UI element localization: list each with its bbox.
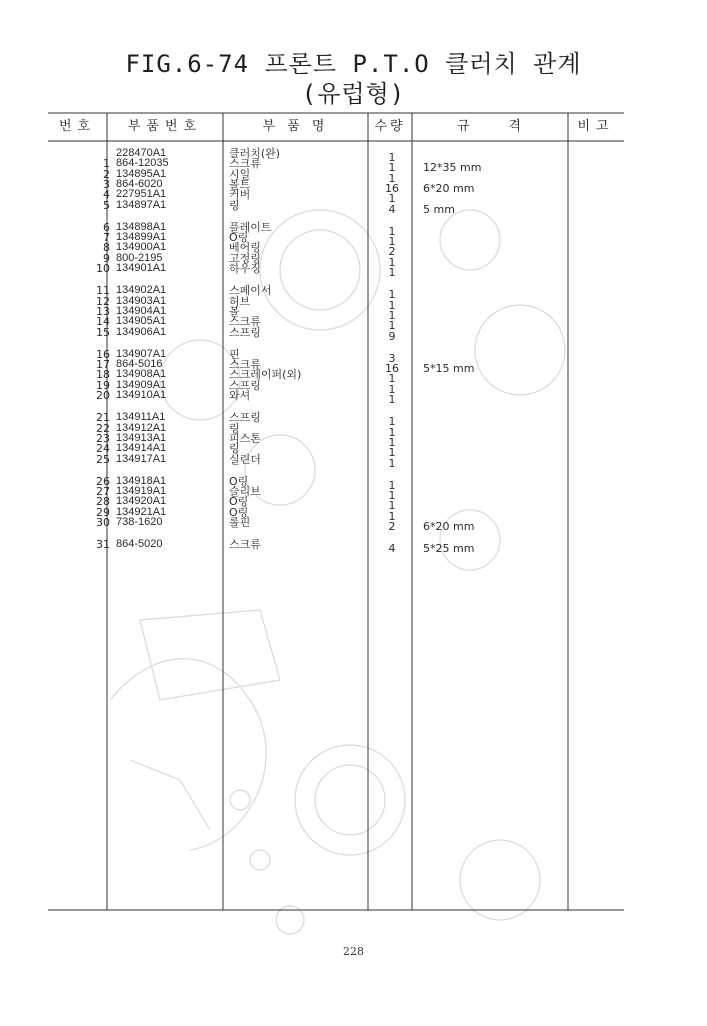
header-part-name: 부 품 명 — [262, 119, 329, 134]
part-number: 134903A1 — [116, 294, 167, 307]
row-number: 21 — [96, 411, 110, 425]
row-number: 31 — [96, 538, 110, 552]
row-number: 18 — [96, 368, 110, 382]
part-number: 800-2195 — [116, 251, 163, 264]
part-name: 볼트 — [229, 177, 251, 191]
part-number: 134907A1 — [116, 347, 167, 360]
specification: 5*15 mm — [423, 362, 475, 376]
row-number: 22 — [96, 421, 110, 435]
part-name: 스크류 — [229, 538, 261, 552]
quantity: 1 — [388, 192, 396, 206]
part-number: 134918A1 — [116, 474, 167, 487]
part-name: 플레이트 — [229, 220, 272, 234]
specification: 6*20 mm — [423, 520, 475, 533]
part-number: 134904A1 — [116, 304, 167, 317]
part-name: 스크류 — [229, 157, 261, 171]
part-number: 738-1620 — [116, 516, 163, 528]
row-number: 23 — [96, 431, 110, 445]
quantity: 1 — [388, 393, 396, 406]
row-number: 8 — [103, 241, 110, 255]
part-name: 스프링 — [229, 411, 261, 425]
quantity: 1 — [388, 319, 396, 333]
quantity: 1 — [388, 425, 396, 439]
quantity: 1 — [388, 308, 396, 322]
quantity: 2 — [388, 520, 396, 533]
part-name: 허브 — [229, 294, 251, 308]
quantity: 1 — [388, 224, 396, 238]
row-number: 26 — [96, 474, 110, 488]
row-number: 14 — [96, 315, 110, 329]
quantity: 1 — [388, 255, 396, 269]
part-number: 134900A1 — [116, 241, 167, 254]
row-number: 1 — [103, 157, 110, 171]
part-name: 스프링 — [229, 378, 261, 392]
part-name: 시일 — [229, 167, 251, 181]
specification: 5 mm — [423, 202, 455, 216]
row-number: 19 — [96, 378, 110, 392]
part-number: 134914A1 — [116, 442, 167, 455]
quantity: 16 — [385, 362, 399, 376]
part-number: 134921A1 — [116, 505, 167, 518]
part-number: 134901A1 — [116, 262, 167, 274]
page-title: FIG.6-74 프론트 P.T.O 클러치 관계 — [125, 50, 582, 78]
quantity: 9 — [388, 329, 396, 343]
row-number: 28 — [96, 495, 110, 509]
row-number: 17 — [96, 358, 110, 372]
row-number: 6 — [103, 220, 110, 234]
specification: 12*35 mm — [423, 161, 482, 175]
part-number: 228470A1 — [116, 147, 167, 159]
part-name: 링 — [229, 421, 240, 435]
quantity: 3 — [388, 351, 396, 365]
part-name: 실린더 — [229, 452, 261, 466]
row-number: 3 — [103, 177, 110, 191]
row-number: 4 — [103, 188, 110, 202]
quantity: 1 — [388, 509, 396, 523]
quantity: 1 — [388, 489, 396, 503]
part-number: 134908A1 — [116, 368, 167, 381]
quantity: 1 — [388, 499, 396, 513]
quantity: 1 — [388, 456, 396, 470]
part-name: 스페이서 — [229, 284, 272, 298]
part-name: 하우징 — [229, 262, 261, 275]
page-subtitle: (유럽형) — [301, 80, 406, 108]
part-name: 슬리브 — [229, 485, 261, 499]
part-name: 고정링 — [229, 251, 261, 265]
part-number: 134912A1 — [116, 421, 167, 434]
part-name: 스크류 — [229, 315, 261, 329]
row-number: 29 — [96, 505, 110, 519]
quantity: 2 — [388, 245, 396, 259]
specification: 5*25 mm — [423, 542, 475, 556]
quantity: 1 — [388, 372, 396, 386]
part-name: 베어링 — [229, 241, 261, 255]
part-number: 134905A1 — [116, 315, 167, 328]
part-name: 링 — [229, 198, 240, 212]
part-name: O링 — [229, 495, 249, 509]
part-name: 스프링 — [229, 325, 261, 339]
row-number: 16 — [96, 347, 110, 361]
part-name: 와셔 — [229, 389, 251, 402]
quantity: 4 — [388, 202, 396, 216]
part-number: 134919A1 — [116, 485, 167, 498]
row-number: 13 — [96, 304, 110, 318]
header-no: 번호 — [58, 119, 97, 134]
header-part-no: 부품번호 — [127, 119, 203, 134]
part-number: 134899A1 — [116, 231, 167, 244]
part-number: 134909A1 — [116, 378, 167, 391]
quantity: 1 — [388, 266, 396, 279]
row-number: 25 — [96, 452, 110, 466]
part-number: 134913A1 — [116, 431, 167, 444]
part-number: 134906A1 — [116, 325, 167, 338]
header-qty: 수량 — [374, 119, 406, 134]
quantity: 1 — [388, 171, 396, 185]
part-number: 134895A1 — [116, 167, 167, 180]
row-number: 10 — [96, 262, 110, 275]
part-name: 스크레이퍼(외) — [229, 368, 302, 382]
part-name: 핀 — [229, 347, 240, 361]
part-name: 커버 — [229, 188, 251, 202]
row-number: 20 — [96, 389, 110, 402]
quantity: 1 — [388, 151, 396, 164]
header-spec: 규 격 — [457, 119, 523, 134]
specification: 6*20 mm — [423, 181, 475, 195]
quantity: 4 — [388, 542, 396, 556]
quantity: 1 — [388, 298, 396, 312]
row-number: 11 — [96, 284, 110, 298]
quantity: 1 — [388, 161, 396, 175]
part-name: 클러치(완) — [229, 147, 281, 160]
part-name: 링 — [229, 442, 240, 456]
quantity: 1 — [388, 288, 396, 302]
row-number: 12 — [96, 294, 110, 308]
part-number: 134898A1 — [116, 220, 167, 233]
part-number: 864-5020 — [116, 538, 163, 551]
quantity: 1 — [388, 415, 396, 429]
page-number: 228 — [343, 945, 364, 958]
part-number: 227951A1 — [116, 188, 167, 201]
part-name: O링 — [229, 474, 249, 488]
header-remark: 비고 — [577, 119, 615, 134]
row-number: 30 — [96, 516, 110, 529]
part-number: 134920A1 — [116, 495, 167, 508]
row-number: 15 — [96, 325, 110, 339]
part-number: 134897A1 — [116, 198, 167, 211]
row-number: 9 — [103, 251, 110, 265]
row-number: 27 — [96, 485, 110, 499]
part-number: 864-5016 — [116, 358, 163, 371]
part-name: 피스톤 — [229, 431, 261, 445]
row-number: 2 — [103, 167, 110, 181]
part-name: 롤핀 — [229, 516, 251, 529]
part-number: 864-6020 — [116, 177, 163, 190]
part-number: 134911A1 — [116, 411, 166, 424]
part-number: 864-12035 — [116, 157, 169, 170]
part-name: O링 — [229, 505, 249, 519]
quantity: 16 — [385, 181, 399, 195]
part-number: 134910A1 — [116, 389, 167, 401]
part-number: 134917A1 — [116, 452, 167, 465]
quantity: 1 — [388, 382, 396, 396]
row-number: 7 — [103, 231, 110, 245]
quantity: 1 — [388, 478, 396, 492]
quantity: 1 — [388, 435, 396, 449]
part-name: 스크류 — [229, 358, 261, 372]
row-number: 24 — [96, 442, 110, 456]
part-number: 134902A1 — [116, 284, 167, 297]
part-name: 볼 — [229, 304, 240, 318]
row-number: 5 — [103, 198, 110, 212]
part-name: O링 — [229, 231, 249, 245]
quantity: 1 — [388, 446, 396, 460]
quantity: 1 — [388, 235, 396, 249]
